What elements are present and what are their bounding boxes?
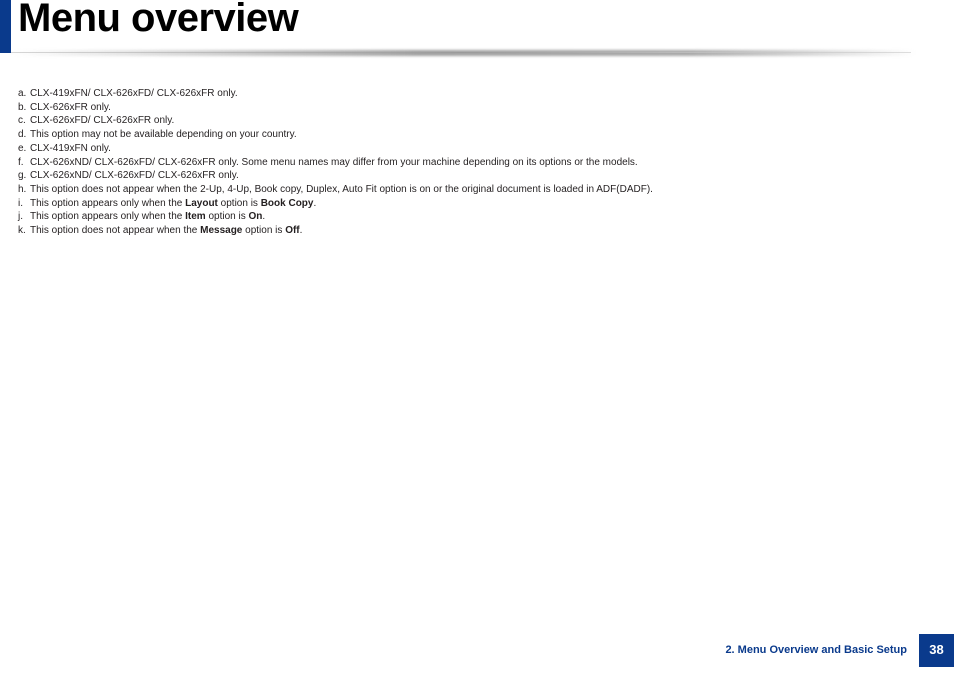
footnote-item xyxy=(18,156,653,170)
footnote-text: . xyxy=(313,197,317,209)
footnote-item xyxy=(18,114,653,128)
footnote-text: . xyxy=(262,211,266,223)
footnote-letter: f. xyxy=(18,156,24,168)
footnote-emphasis: Book Copy xyxy=(260,197,314,209)
footnote-letter: h. xyxy=(18,183,27,195)
footnote-letter: e. xyxy=(18,142,27,154)
footnote-emphasis: Off xyxy=(285,225,300,237)
footnote-text: CLX-419xFN/ CLX-626xFD/ CLX-626xFR only. xyxy=(30,88,238,99)
footnote-letter: a. xyxy=(18,88,27,99)
title-divider-shadow xyxy=(11,50,916,56)
footnote-item xyxy=(18,142,653,156)
footnote-emphasis: Item xyxy=(185,211,206,223)
footnote-letter: i. xyxy=(18,197,23,209)
footnote-item xyxy=(18,210,653,224)
footnote-letter: g. xyxy=(18,170,27,182)
page-number-badge: 38 xyxy=(919,634,954,667)
page-title: Menu overview xyxy=(18,0,299,40)
footnote-letter: b. xyxy=(18,101,27,113)
footnote-letter: c. xyxy=(18,115,26,127)
footnote-text: This option does not appear when the xyxy=(30,225,201,237)
footnote-item xyxy=(18,87,653,101)
footnote-text: This option appears only when the xyxy=(30,197,186,209)
footnote-text: This option may not be available depending on your country. xyxy=(30,129,297,141)
footnote-item xyxy=(18,183,653,197)
footnote-text: CLX-419xFN only. xyxy=(30,142,111,154)
footnote-text: option is xyxy=(217,197,261,209)
footnote-emphasis: Layout xyxy=(185,197,218,209)
footnote-text: option is xyxy=(242,225,286,237)
footnote-text: CLX-626xND/ CLX-626xFD/ CLX-626xFR only. Some menu names may differ from your machine depending on its options or the models. xyxy=(30,156,638,168)
footer-section-label: 2. Menu Overview and Basic Setup xyxy=(725,644,907,656)
title-divider xyxy=(11,52,911,53)
footnote-text: CLX-626xFD/ CLX-626xFR only. xyxy=(30,115,175,127)
footnote-item xyxy=(18,101,653,115)
footnote-text: This option appears only when the xyxy=(30,211,186,223)
footnote-text: CLX-626xND/ CLX-626xFD/ CLX-626xFR only. xyxy=(30,170,239,182)
footnote-text: This option does not appear when the 2-Up, 4-Up, Book copy, Duplex, Auto Fit option is on or the original document is loaded in ADF(DADF). xyxy=(30,183,653,195)
footnote-list xyxy=(18,87,653,238)
footnote-letter: k. xyxy=(18,225,26,237)
footnote-emphasis: On xyxy=(248,211,263,223)
footnote-letter: j. xyxy=(18,211,23,223)
footnote-item xyxy=(18,128,653,142)
footnote-emphasis: Message xyxy=(200,225,243,237)
footnote-item xyxy=(18,169,653,183)
footnote-text: . xyxy=(299,225,303,237)
footnote-text: CLX-626xFR only. xyxy=(30,101,111,113)
footnote-item xyxy=(18,224,653,238)
title-accent-bar xyxy=(0,0,11,53)
footnote-letter: d. xyxy=(18,129,27,141)
footnote-text: option is xyxy=(205,211,249,223)
footnote-item xyxy=(18,197,653,211)
